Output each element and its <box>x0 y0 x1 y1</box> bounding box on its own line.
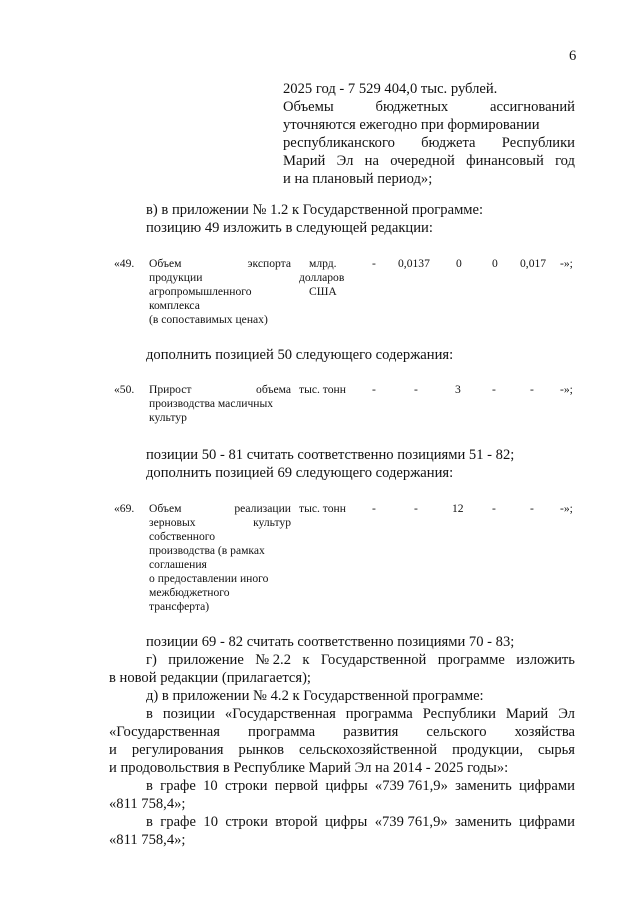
row-name: Прирост объема <box>149 383 291 396</box>
row-name: о предоставлении иного <box>149 572 269 585</box>
section-d-line8: в графе 10 строки второй цифры «739 761,9» заменить цифрами <box>146 814 575 830</box>
text-line: и на плановый период»; <box>283 171 433 187</box>
row-value: - <box>414 383 418 396</box>
row-value: - <box>372 383 376 396</box>
row-value: - <box>530 502 534 515</box>
section-d-line9: «811 758,4»; <box>109 832 186 848</box>
row-unit: тыс. тонн <box>299 383 346 396</box>
section-d-line1: д) в приложении № 4.2 к Государственной программе: <box>146 688 484 704</box>
add-position-69: дополнить позицией 69 следующего содержания: <box>146 465 454 481</box>
page-number: 6 <box>569 48 577 64</box>
row-tail: -»; <box>560 257 573 270</box>
row-unit: млрд. <box>309 257 337 270</box>
row-unit: тыс. тонн <box>299 502 346 515</box>
row-name: продукции <box>149 271 203 284</box>
row-tail: -»; <box>560 502 573 515</box>
row-unit: США <box>309 285 337 298</box>
row-tail: -»; <box>560 383 573 396</box>
row-name: производства масличных <box>149 397 274 410</box>
row-value: - <box>492 502 496 515</box>
add-position-50: дополнить позицией 50 следующего содержания: <box>146 347 454 363</box>
text-line: республиканского бюджета Республики <box>283 135 575 151</box>
row-name: собственного <box>149 530 216 543</box>
row-name: зерновых культур <box>149 516 291 529</box>
row-name: агропромышленного <box>149 285 252 298</box>
section-d-line5: и продовольствия в Республике Марий Эл на 2014 - 2025 годы»: <box>109 760 509 776</box>
row-value: - <box>414 502 418 515</box>
row-number: «49. <box>114 257 135 270</box>
row-name: Объем экспорта <box>149 257 291 270</box>
row-number: «50. <box>114 383 135 396</box>
row-unit: долларов <box>299 271 345 284</box>
row-value: 3 <box>455 383 461 396</box>
row-value: - <box>530 383 534 396</box>
section-g-line2: в новой редакции (прилагается); <box>109 670 311 686</box>
section-g-line1: г) приложение № 2.2 к Государственной программе изложить <box>146 652 575 668</box>
row-value: 0 <box>456 257 462 270</box>
row-name: соглашения <box>149 558 207 571</box>
row-name: культур <box>149 411 187 424</box>
text-line: Марий Эл на очередной финансовый год <box>283 153 575 169</box>
section-d-line6: в графе 10 строки первой цифры «739 761,9» заменить цифрами <box>146 778 575 794</box>
row-name: трансферта) <box>149 600 210 613</box>
shift-positions-51: позиции 50 - 81 считать соответственно позициями 51 - 82; <box>146 447 515 463</box>
text-line: уточняются ежегодно при формировании <box>283 117 540 133</box>
text-line: Объемы бюджетных ассигнований <box>283 99 575 115</box>
section-d-line2: в позиции «Государственная программа Республики Марий Эл <box>146 706 575 722</box>
row-value: 0,017 <box>520 257 547 270</box>
row-name: производства (в рамках <box>149 544 265 557</box>
section-d-line7: «811 758,4»; <box>109 796 186 812</box>
row-value: 0,0137 <box>398 257 430 270</box>
text-line: 2025 год - 7 529 404,0 тыс. рублей. <box>283 81 498 97</box>
section-d-line4: и регулирования рынков сельскохозяйственной продукции, сырья <box>109 742 575 758</box>
row-name: (в сопоставимых ценах) <box>149 313 268 326</box>
row-value: - <box>372 257 376 270</box>
section-v-line1: в) в приложении № 1.2 к Государственной программе: <box>146 202 484 218</box>
row-value: 0 <box>492 257 498 270</box>
row-value: 12 <box>452 502 464 515</box>
row-name: межбюджетного <box>149 586 230 599</box>
row-value: - <box>372 502 376 515</box>
row-number: «69. <box>114 502 135 515</box>
row-value: - <box>492 383 496 396</box>
shift-positions-70: позиции 69 - 82 считать соответственно позициями 70 - 83; <box>146 634 515 650</box>
section-d-line3: «Государственная программа развития сельского хозяйства <box>109 724 575 740</box>
row-name: Объем реализации <box>149 502 291 515</box>
section-v-line2: позицию 49 изложить в следующей редакции: <box>146 220 433 236</box>
row-name: комплекса <box>149 299 200 312</box>
